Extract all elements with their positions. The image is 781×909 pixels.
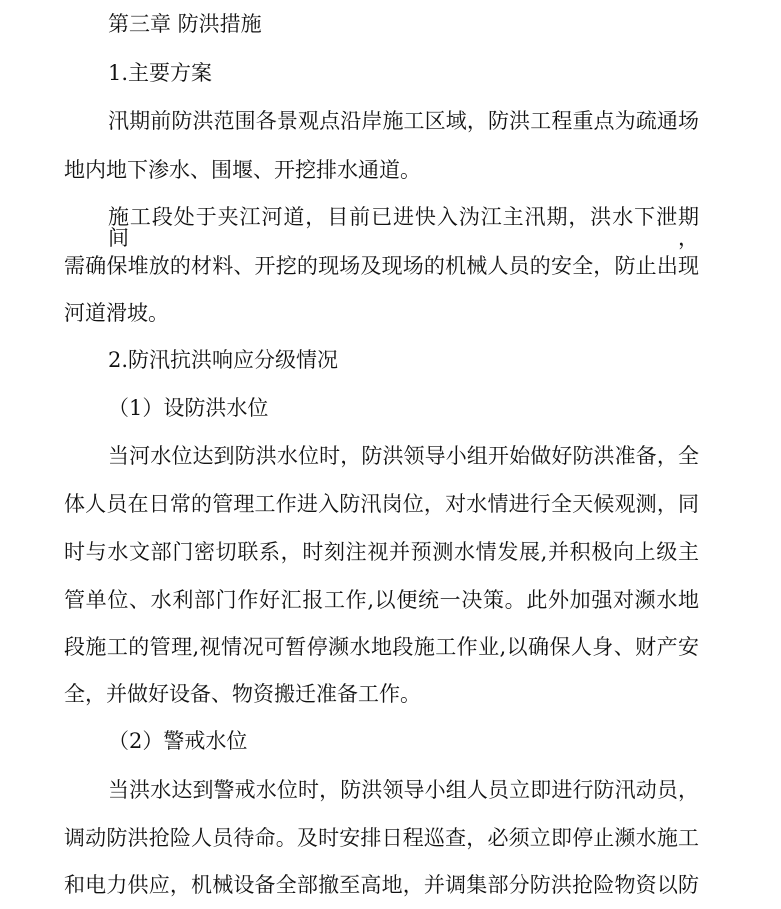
- paragraph-line: 全，并做好设备、物资搬迁准备工作。: [64, 682, 421, 706]
- paragraph-line: 段施工的管理,视情况可暂停濒水地段施工作业,以确保人身、财产安: [64, 635, 699, 659]
- paragraph-line: 当洪水达到警戒水位时，防洪领导小组人员立即进行防汛动员，: [108, 778, 699, 802]
- section-heading-2: 2.防汛抗洪响应分级情况: [108, 348, 339, 372]
- paragraph-line: 施工段处于夹江河道，目前已进快入沩江主汛期，洪水下泄期间，: [108, 205, 699, 250]
- paragraph-line: 调动防洪抢险人员待命。及时安排日程巡查，必须立即停止濒水施工: [64, 826, 699, 850]
- subsection-heading-1: （1）设防洪水位: [108, 396, 269, 420]
- paragraph-line: 和电力供应，机械设备全部撤至高地，并调集部分防洪抢险物资以防: [64, 873, 699, 897]
- paragraph-line: 当河水位达到防洪水位时，防洪领导小组开始做好防洪准备，全: [108, 444, 699, 468]
- paragraph-line: 时与水文部门密切联系，时刻注视并预测水情发展,并积极向上级主: [64, 540, 699, 564]
- chapter-heading: 第三章 防洪措施: [108, 12, 262, 36]
- subsection-heading-2: （2）警戒水位: [108, 729, 248, 753]
- paragraph-line: 管单位、水利部门作好汇报工作,以便统一决策。此外加强对濒水地: [64, 588, 699, 612]
- paragraph-line: 汛期前防洪范围各景观点沿岸施工区域，防洪工程重点为疏通场: [108, 109, 699, 133]
- paragraph-line: 河道滑坡。: [64, 301, 169, 325]
- paragraph-line: 需确保堆放的材料、开挖的现场及现场的机械人员的安全，防止出现: [64, 254, 699, 278]
- paragraph-line: 地内地下渗水、围堰、开挖排水通道。: [64, 158, 421, 182]
- paragraph-line: 体人员在日常的管理工作进入防汛岗位，对水情进行全天候观测，同: [64, 492, 699, 516]
- section-heading-1: 1.主要方案: [108, 61, 213, 85]
